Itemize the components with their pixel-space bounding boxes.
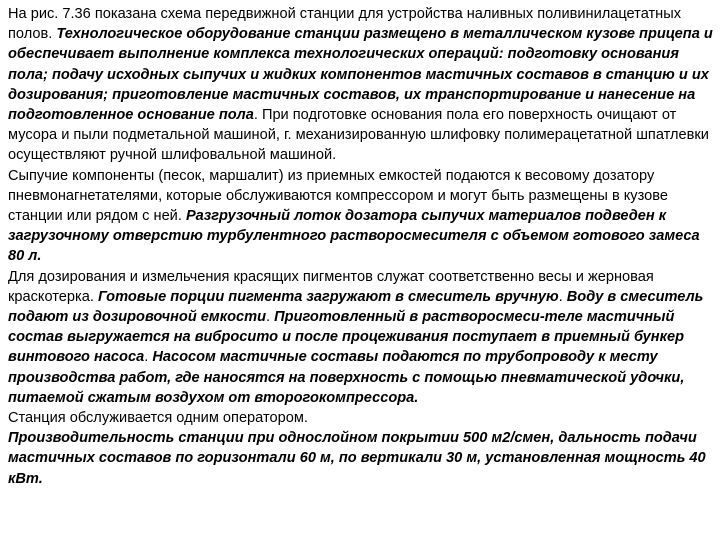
text-run: .	[558, 288, 567, 305]
text-run: .	[266, 309, 275, 326]
text-run-emphasis: Производительность станции при однослойном покрытии 500 м2/смен, дальность подачи мастичных составов по горизонтали 60 м, по вертикали 30 м, установленная мощность 40 кВт.	[8, 430, 706, 487]
text-run-emphasis: Технологическое оборудование станции размещено в металлическом кузове прицепа и обеспечивает выполнение комплекса технологических операций: подготовку основания пола; подачу исходных сыпучих и жидких компонентов мастичных составов в станцию и их дозирования; приготовление мастичных составов, их транспортирование и нанесение на подготовленное основание пола	[8, 26, 713, 124]
text-run: Для дозирования и измельчения красящих пигментов служат соответственно весы и жерновая краскотерка.	[8, 268, 654, 305]
paragraph-bulk-components	[8, 166, 714, 267]
paragraph-operator	[8, 408, 714, 428]
text-run-emphasis: Приготовленный в растворосмеси-теле мастичный состав выгружается на вибросито и после процеживания поступает в приемный бункер винтового насоса	[8, 309, 685, 366]
paragraph-performance	[8, 428, 714, 489]
text-run-emphasis: Насосом мастичные составы подаются по трубопроводу к месту производства работ, где наносятся на поверхность с помощью пневматической удочки, питаемой сжатым воздухом от второгокомпрессора.	[8, 349, 685, 406]
text-run-emphasis: Разгрузочный лоток дозатора сыпучих материалов подведен к загрузочному отверстию турбулентного растворосмесителя с объемом готового замеса 80 л.	[8, 208, 700, 265]
text-run-emphasis: Воду в смеситель подают из дозировочной емкости	[8, 288, 704, 326]
text-run-emphasis: Готовые порции пигмента загружают в смеситель вручную	[97, 288, 559, 305]
paragraph-pigments	[8, 267, 714, 408]
document-body	[8, 4, 714, 489]
text-run: Станция обслуживается одним оператором.	[8, 410, 308, 427]
text-run: . При подготовке основания пола его поверхность очищают от мусора и пыли подметальной машиной, г. механизированную шлифовку полимерацетатной шпатлевки осуществляют ручной шлифовальной машиной.	[8, 107, 709, 164]
paragraph-station-overview	[8, 4, 714, 166]
text-run: Сыпучие компоненты (песок, маршалит) из приемных емкостей подаются к весовому дозатору пневмонагнетателями, которые обслуживаются компрессором и могут быть размещены в кузове станции или рядом с ней.	[8, 167, 668, 225]
text-run: .	[144, 349, 153, 366]
text-run: На рис. 7.36 показана схема передвижной станции для устройства наливных поливинилацетатных полов.	[8, 6, 682, 43]
